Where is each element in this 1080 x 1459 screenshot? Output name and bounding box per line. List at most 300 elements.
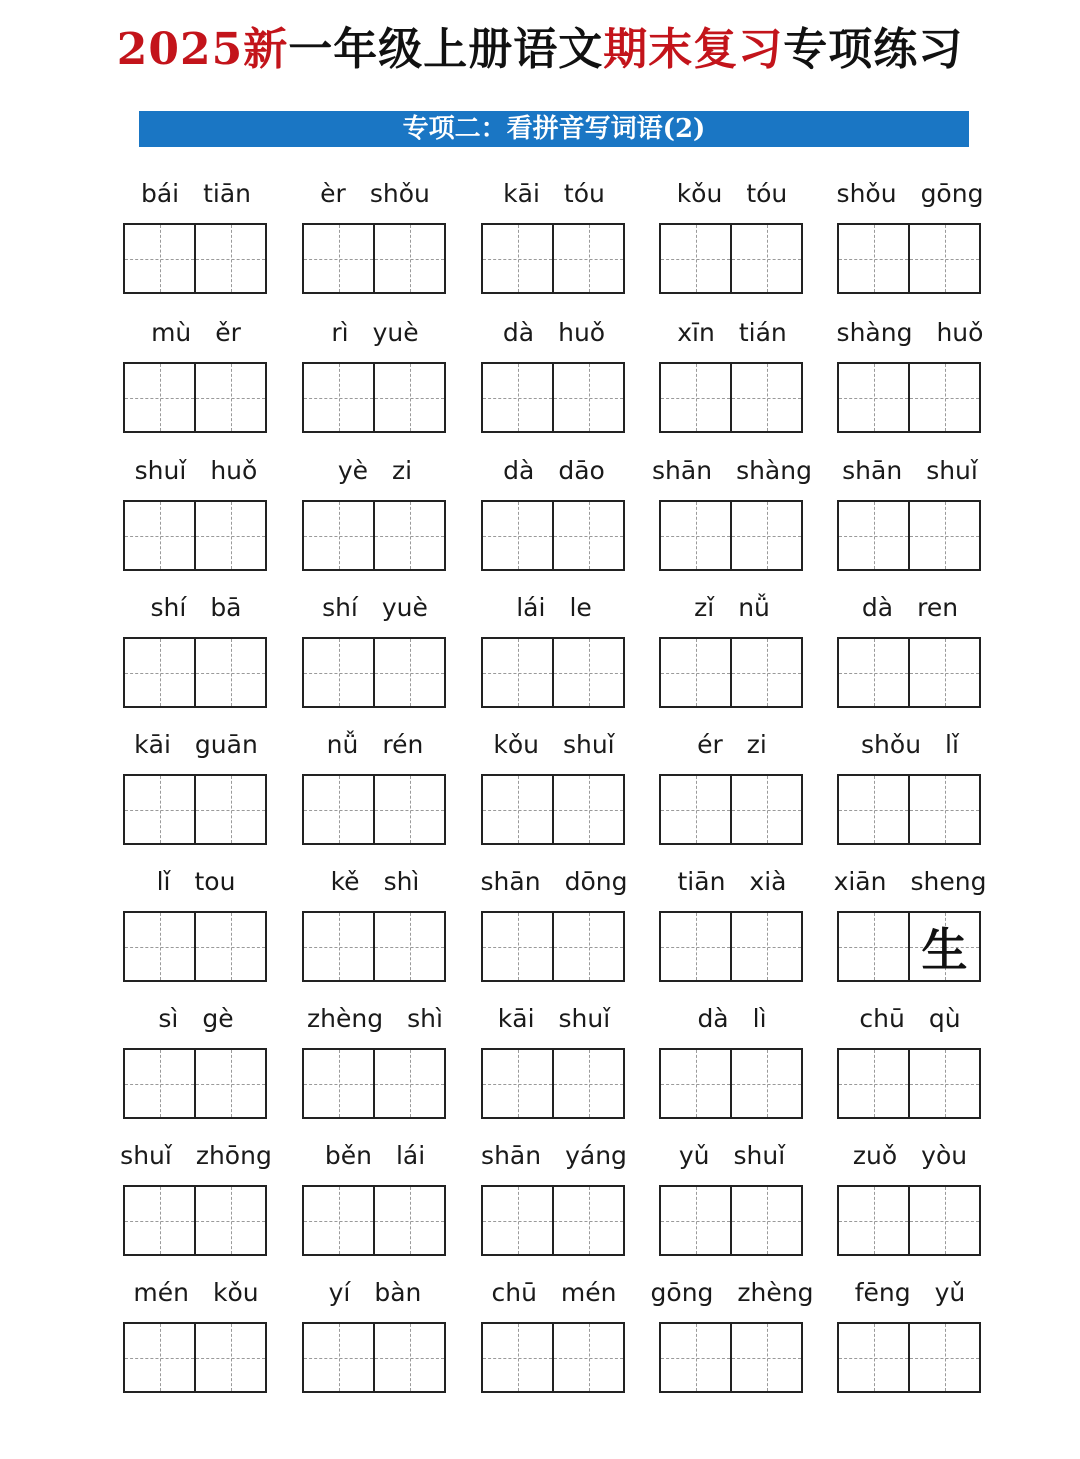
tianzige-writing-box[interactable] [302, 1185, 446, 1256]
character-square-1[interactable] [125, 225, 194, 292]
tianzige-writing-box[interactable] [837, 637, 981, 708]
pinyin-syllable-2: huǒ [210, 456, 258, 485]
word-exercise [474, 319, 634, 449]
character-square-2[interactable] [730, 225, 801, 292]
character-square-1[interactable] [661, 1187, 730, 1254]
tianzige-writing-box[interactable] [123, 362, 267, 433]
character-square-1[interactable] [483, 776, 552, 843]
character-square-2[interactable] [730, 502, 801, 569]
character-square-1[interactable] [125, 776, 194, 843]
word-exercise [652, 1005, 812, 1135]
tianzige-writing-box[interactable] [302, 1322, 446, 1393]
tianzige-writing-box[interactable] [659, 223, 803, 294]
word-exercise [830, 1142, 990, 1272]
character-square-2[interactable] [373, 1324, 444, 1391]
character-square-2[interactable] [908, 225, 979, 292]
pinyin-syllable-1: shān [842, 456, 903, 485]
tianzige-writing-box[interactable] [302, 911, 446, 982]
pinyin-syllable-2: tóu [746, 179, 788, 208]
pinyin-syllable-1: sì [158, 1004, 179, 1033]
character-square-2[interactable] [730, 639, 801, 706]
tianzige-writing-box[interactable] [302, 774, 446, 845]
word-exercise [295, 1279, 455, 1409]
pinyin-label [295, 315, 455, 351]
pinyin-label [295, 864, 455, 900]
character-square-1[interactable] [125, 913, 194, 980]
character-square-1[interactable] [483, 913, 552, 980]
pinyin-syllable-1: ér [697, 730, 723, 759]
character-square-2[interactable] [908, 1324, 979, 1391]
word-exercise [116, 731, 276, 861]
tianzige-writing-box[interactable] [302, 500, 446, 571]
pinyin-label [830, 1001, 990, 1037]
character-square-1[interactable] [839, 1187, 908, 1254]
pinyin-syllable-1: xiān [833, 867, 887, 896]
tianzige-writing-box[interactable] [837, 223, 981, 294]
pinyin-syllable-1: zhèng [307, 1004, 384, 1033]
word-exercise [830, 868, 990, 998]
word-exercise [830, 319, 990, 449]
tianzige-writing-box[interactable] [659, 774, 803, 845]
character-square-1[interactable] [661, 1324, 730, 1391]
character-square-1[interactable] [483, 1187, 552, 1254]
pinyin-syllable-1: yè [337, 456, 369, 485]
character-square-2[interactable] [194, 225, 265, 292]
tianzige-writing-box[interactable] [123, 1048, 267, 1119]
pinyin-syllable-1: shí [322, 593, 358, 622]
tianzige-writing-box[interactable] [659, 637, 803, 708]
word-exercise [830, 1279, 990, 1409]
pinyin-syllable-2: mén [560, 1278, 617, 1307]
tianzige-writing-box[interactable] [837, 911, 981, 982]
character-square-2[interactable] [373, 639, 444, 706]
character-square-1[interactable] [304, 1324, 373, 1391]
word-exercise [295, 457, 455, 587]
word-exercise [295, 319, 455, 449]
character-square-1[interactable] [839, 225, 908, 292]
pinyin-label [116, 453, 276, 489]
pinyin-syllable-1: yǔ [678, 1141, 710, 1170]
pinyin-label [474, 315, 634, 351]
character-square-1[interactable] [304, 639, 373, 706]
tianzige-writing-box[interactable] [481, 223, 625, 294]
tianzige-writing-box[interactable] [302, 1048, 446, 1119]
pinyin-label [830, 727, 990, 763]
word-exercise [830, 731, 990, 861]
word-exercise [652, 1142, 812, 1272]
pinyin-syllable-2: zi [392, 456, 413, 485]
tianzige-writing-box[interactable] [302, 637, 446, 708]
pinyin-syllable-1: kǒu [493, 730, 539, 759]
character-square-1[interactable] [304, 913, 373, 980]
pinyin-syllable-1: kāi [503, 179, 540, 208]
character-square-2[interactable] [730, 1324, 801, 1391]
word-exercise [474, 731, 634, 861]
pinyin-syllable-1: fēng [854, 1278, 911, 1307]
pinyin-syllable-2: gōng [920, 179, 984, 208]
tianzige-writing-box[interactable] [481, 911, 625, 982]
example-character: 生 [921, 922, 968, 977]
word-exercise [116, 1142, 276, 1272]
pinyin-syllable-2: tián [738, 318, 787, 347]
pinyin-syllable-2: shuǐ [733, 1141, 786, 1170]
word-exercise [116, 1005, 276, 1135]
word-exercise [652, 1279, 812, 1409]
pinyin-syllable-2: shuǐ [558, 1004, 611, 1033]
tianzige-writing-box[interactable] [123, 1322, 267, 1393]
pinyin-syllable-1: zǐ [694, 593, 715, 622]
pinyin-syllable-2: huǒ [558, 318, 606, 347]
character-square-2[interactable] [552, 776, 623, 843]
character-square-2[interactable] [908, 1050, 979, 1117]
word-exercise [652, 594, 812, 724]
character-square-1[interactable] [661, 1050, 730, 1117]
tianzige-writing-box[interactable] [659, 911, 803, 982]
character-square-1[interactable] [125, 639, 194, 706]
pinyin-syllable-1: zuǒ [852, 1141, 898, 1170]
pinyin-syllable-2: lái [395, 1141, 426, 1170]
word-exercise [116, 457, 276, 587]
pinyin-syllable-2: guān [194, 730, 258, 759]
pinyin-syllable-1: yí [328, 1278, 351, 1307]
pinyin-syllable-2: le [569, 593, 592, 622]
pinyin-syllable-2: gè [202, 1004, 234, 1033]
character-square-1[interactable] [483, 225, 552, 292]
character-square-2[interactable] [194, 1324, 265, 1391]
pinyin-syllable-2: rén [382, 730, 424, 759]
pinyin-syllable-1: kě [330, 867, 360, 896]
character-square-1[interactable] [661, 639, 730, 706]
pinyin-syllable-2: ren [917, 593, 959, 622]
pinyin-syllable-2: ěr [215, 318, 241, 347]
pinyin-syllable-2: dāo [558, 456, 605, 485]
pinyin-label [295, 1275, 455, 1311]
character-square-2[interactable] [552, 1187, 623, 1254]
pinyin-syllable-1: chū [859, 1004, 905, 1033]
character-square-2[interactable] [194, 364, 265, 431]
pinyin-syllable-1: chū [491, 1278, 537, 1307]
character-square-2[interactable] [373, 225, 444, 292]
character-square-1[interactable] [304, 225, 373, 292]
pinyin-syllable-2: lǐ [945, 730, 959, 759]
pinyin-syllable-1: dà [503, 456, 535, 485]
pinyin-syllable-2: zhèng [737, 1278, 814, 1307]
pinyin-syllable-2: xià [749, 867, 787, 896]
pinyin-syllable-1: dà [861, 593, 894, 622]
word-exercise [652, 868, 812, 998]
character-square-1[interactable] [483, 364, 552, 431]
pinyin-label [116, 1138, 276, 1174]
word-exercise [295, 180, 455, 310]
character-square-2[interactable] [908, 502, 979, 569]
pinyin-syllable-2: huǒ [936, 318, 984, 347]
character-square-2[interactable] [194, 502, 265, 569]
word-exercise [474, 1142, 634, 1272]
tianzige-writing-box[interactable] [481, 500, 625, 571]
tianzige-writing-box[interactable] [123, 774, 267, 845]
section-banner: 专项二：看拼音写词语(2) [139, 111, 969, 147]
character-square-2[interactable] [552, 502, 623, 569]
pinyin-syllable-1: shān [652, 456, 713, 485]
pinyin-label [652, 1138, 812, 1174]
character-square-1[interactable] [661, 502, 730, 569]
character-square-2[interactable] [908, 913, 979, 980]
character-square-1[interactable] [304, 1187, 373, 1254]
pinyin-syllable-2: qù [928, 1004, 961, 1033]
character-square-2[interactable] [373, 1187, 444, 1254]
tianzige-writing-box[interactable] [837, 362, 981, 433]
pinyin-label [474, 1138, 634, 1174]
word-exercise [474, 180, 634, 310]
tianzige-writing-box[interactable] [481, 637, 625, 708]
tianzige-writing-box[interactable] [481, 1048, 625, 1119]
character-square-2[interactable] [373, 913, 444, 980]
character-square-2[interactable] [194, 639, 265, 706]
pinyin-label [295, 453, 455, 489]
pinyin-syllable-1: shuǐ [120, 1141, 172, 1170]
pinyin-label [652, 727, 812, 763]
word-exercise [295, 731, 455, 861]
pinyin-syllable-2: shì [407, 1004, 443, 1033]
character-square-2[interactable] [373, 364, 444, 431]
pinyin-label [116, 1275, 276, 1311]
pinyin-syllable-1: shān [481, 1141, 542, 1170]
character-square-2[interactable] [552, 225, 623, 292]
pinyin-syllable-1: shuǐ [134, 456, 187, 485]
pinyin-syllable-1: èr [320, 179, 346, 208]
pinyin-syllable-2: zi [746, 730, 767, 759]
pinyin-label [295, 727, 455, 763]
pinyin-syllable-1: shǒu [836, 179, 897, 208]
character-square-2[interactable] [552, 364, 623, 431]
word-exercise [652, 180, 812, 310]
character-square-1[interactable] [125, 364, 194, 431]
character-square-2[interactable] [373, 502, 444, 569]
character-square-1[interactable] [483, 1050, 552, 1117]
title-practice: 专项练习 [783, 24, 964, 75]
character-square-1[interactable] [661, 776, 730, 843]
pinyin-label [652, 1275, 812, 1311]
pinyin-label [652, 453, 812, 489]
pinyin-syllable-2: shì [383, 867, 420, 896]
pinyin-syllable-2: shuǐ [562, 730, 615, 759]
character-square-1[interactable] [839, 1324, 908, 1391]
character-square-1[interactable] [483, 639, 552, 706]
tianzige-writing-box[interactable] [837, 1322, 981, 1393]
title-highlight: 期末复习 [603, 24, 784, 75]
character-square-1[interactable] [304, 364, 373, 431]
tianzige-writing-box[interactable] [302, 362, 446, 433]
pinyin-syllable-2: yáng [565, 1141, 627, 1170]
character-square-2[interactable] [908, 364, 979, 431]
pinyin-label [116, 864, 276, 900]
word-exercise [295, 1005, 455, 1135]
pinyin-label [474, 1275, 634, 1311]
pinyin-label [830, 176, 990, 212]
pinyin-syllable-1: lǐ [156, 867, 171, 896]
character-square-1[interactable] [839, 364, 908, 431]
character-square-2[interactable] [194, 776, 265, 843]
pinyin-syllable-1: xīn [677, 318, 715, 347]
word-exercise [652, 319, 812, 449]
pinyin-syllable-1: kāi [134, 730, 171, 759]
pinyin-label [830, 453, 990, 489]
character-square-2[interactable] [194, 913, 265, 980]
pinyin-label [116, 590, 276, 626]
word-exercise [116, 319, 276, 449]
pinyin-syllable-1: bái [140, 179, 180, 208]
pinyin-syllable-2: sheng [910, 867, 987, 896]
pinyin-syllable-1: shàng [836, 318, 913, 347]
pinyin-syllable-2: yuè [372, 318, 419, 347]
character-square-1[interactable] [483, 502, 552, 569]
title-grade-subject: 一年级上册语文 [288, 24, 604, 75]
tianzige-writing-box[interactable] [123, 1185, 267, 1256]
character-square-1[interactable] [839, 639, 908, 706]
tianzige-writing-box[interactable] [123, 637, 267, 708]
pinyin-syllable-1: kǒu [676, 179, 723, 208]
tianzige-writing-box[interactable] [659, 1185, 803, 1256]
word-exercise [474, 1005, 634, 1135]
pinyin-label [474, 590, 634, 626]
character-square-2[interactable] [908, 1187, 979, 1254]
pinyin-syllable-1: tiān [677, 867, 726, 896]
character-square-2[interactable] [552, 913, 623, 980]
tianzige-writing-box[interactable] [123, 911, 267, 982]
word-exercise [830, 457, 990, 587]
character-square-1[interactable] [304, 1050, 373, 1117]
character-square-2[interactable] [194, 1050, 265, 1117]
pinyin-label [474, 864, 634, 900]
pinyin-syllable-2: yǔ [934, 1278, 966, 1307]
character-square-2[interactable] [730, 364, 801, 431]
word-exercise [474, 1279, 634, 1409]
pinyin-syllable-1: lái [516, 593, 546, 622]
pinyin-syllable-2: zhōng [195, 1141, 272, 1170]
character-square-2[interactable] [908, 776, 979, 843]
character-square-1[interactable] [304, 776, 373, 843]
character-square-1[interactable] [839, 502, 908, 569]
word-exercise [116, 868, 276, 998]
pinyin-label [652, 315, 812, 351]
pinyin-label [474, 176, 634, 212]
pinyin-syllable-2: tóu [563, 179, 605, 208]
pinyin-label [474, 727, 634, 763]
character-square-1[interactable] [839, 1050, 908, 1117]
tianzige-writing-box[interactable] [659, 500, 803, 571]
character-square-2[interactable] [552, 1324, 623, 1391]
word-exercise [474, 594, 634, 724]
pinyin-syllable-1: shǒu [861, 730, 922, 759]
pinyin-syllable-1: mén [133, 1278, 189, 1307]
pinyin-label [116, 176, 276, 212]
word-exercise [295, 594, 455, 724]
word-exercise [474, 457, 634, 587]
character-square-1[interactable] [661, 913, 730, 980]
pinyin-label [295, 176, 455, 212]
pinyin-label [830, 315, 990, 351]
tianzige-writing-box[interactable] [659, 362, 803, 433]
tianzige-writing-box[interactable] [123, 500, 267, 571]
tianzige-writing-box[interactable] [481, 1322, 625, 1393]
character-square-1[interactable] [125, 1324, 194, 1391]
tianzige-writing-box[interactable] [123, 223, 267, 294]
character-square-1[interactable] [304, 502, 373, 569]
pinyin-label [474, 1001, 634, 1037]
tianzige-writing-box[interactable] [659, 1322, 803, 1393]
pinyin-syllable-2: nǚ [738, 593, 770, 622]
pinyin-syllable-2: dōng [564, 867, 628, 896]
pinyin-label [830, 864, 990, 900]
pinyin-syllable-2: shuǐ [926, 456, 978, 485]
character-square-2[interactable] [730, 1187, 801, 1254]
pinyin-label [652, 590, 812, 626]
pinyin-syllable-1: shān [480, 867, 541, 896]
tianzige-writing-box[interactable] [837, 500, 981, 571]
word-exercise [474, 868, 634, 998]
character-square-2[interactable] [373, 1050, 444, 1117]
tianzige-writing-box[interactable] [659, 1048, 803, 1119]
character-square-1[interactable] [125, 1050, 194, 1117]
pinyin-syllable-2: shàng [736, 456, 812, 485]
word-exercise [652, 457, 812, 587]
character-square-1[interactable] [125, 502, 194, 569]
tianzige-writing-box[interactable] [481, 1185, 625, 1256]
pinyin-label [116, 1001, 276, 1037]
character-square-2[interactable] [730, 776, 801, 843]
title-year-new: 2025新 [116, 24, 289, 75]
tianzige-writing-box[interactable] [481, 774, 625, 845]
character-square-1[interactable] [661, 225, 730, 292]
pinyin-label [295, 1001, 455, 1037]
pinyin-syllable-1: rì [331, 318, 349, 347]
character-square-1[interactable] [839, 776, 908, 843]
character-square-1[interactable] [483, 1324, 552, 1391]
word-exercise [652, 731, 812, 861]
pinyin-label [652, 1001, 812, 1037]
pinyin-syllable-2: shǒu [369, 179, 430, 208]
character-square-2[interactable] [552, 1050, 623, 1117]
character-square-2[interactable] [730, 913, 801, 980]
pinyin-syllable-1: gōng [650, 1278, 714, 1307]
character-square-2[interactable] [730, 1050, 801, 1117]
pinyin-syllable-1: dà [502, 318, 535, 347]
tianzige-writing-box[interactable] [481, 362, 625, 433]
character-square-2[interactable] [194, 1187, 265, 1254]
pinyin-label [474, 453, 634, 489]
pinyin-label [830, 1138, 990, 1174]
character-square-2[interactable] [373, 776, 444, 843]
tianzige-writing-box[interactable] [837, 1048, 981, 1119]
character-square-1[interactable] [839, 913, 908, 980]
character-square-2[interactable] [552, 639, 623, 706]
word-exercise [116, 594, 276, 724]
word-exercise [830, 1005, 990, 1135]
word-exercise [116, 1279, 276, 1409]
pinyin-syllable-1: kāi [497, 1004, 535, 1033]
tianzige-writing-box[interactable] [837, 774, 981, 845]
pinyin-syllable-2: tou [194, 867, 236, 896]
pinyin-syllable-2: bā [210, 593, 242, 622]
character-square-1[interactable] [661, 364, 730, 431]
pinyin-syllable-2: yuè [381, 593, 428, 622]
character-square-2[interactable] [908, 639, 979, 706]
tianzige-writing-box[interactable] [837, 1185, 981, 1256]
character-square-1[interactable] [125, 1187, 194, 1254]
pinyin-label [652, 176, 812, 212]
tianzige-writing-box[interactable] [302, 223, 446, 294]
pinyin-syllable-2: lì [752, 1004, 767, 1033]
